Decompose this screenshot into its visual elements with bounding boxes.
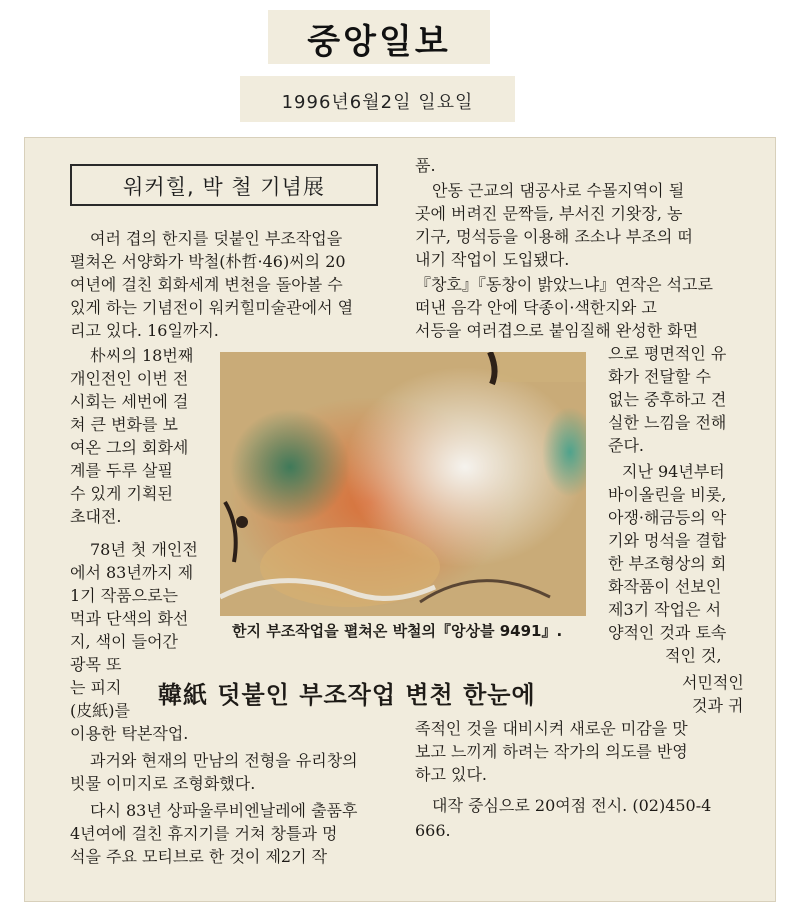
text-line: 기와 멍석을 결합 <box>608 531 727 550</box>
text-line: 빗물 이미지로 조형화했다. <box>70 774 256 793</box>
text-line: 서민적인 <box>682 673 744 692</box>
text-line: 1기 작품으로는 <box>70 586 179 605</box>
text-line: 실한 느낌을 전해 <box>608 413 727 432</box>
text-line: 『창호』『동창이 밝았느냐』연작은 석고로 <box>415 275 714 294</box>
text-line: 제3기 작업은 서 <box>608 600 722 619</box>
text-line: 적인 것, <box>665 646 722 665</box>
publication-date: 1996년6월2일 일요일 <box>281 92 474 113</box>
artwork-image <box>220 352 586 616</box>
text-line: 곳에 버려진 문짝들, 부서진 기왓장, 농 <box>415 204 683 223</box>
text-line: 광목 또 <box>70 655 122 674</box>
text-line: 개인전인 이번 전 <box>70 369 189 388</box>
text-line: 지난 94년부터 <box>622 462 725 481</box>
text-line: 것과 귀 <box>692 696 744 715</box>
text-line: 으로 평면적인 유 <box>608 344 727 363</box>
text-line: 바이올린을 비롯, <box>608 485 727 504</box>
text-line: 초대전. <box>70 507 122 526</box>
text-line: 한 부조형상의 회 <box>608 554 727 573</box>
artwork-photo <box>220 352 586 616</box>
text-line: 지, 색이 들어간 <box>70 632 178 651</box>
text-line: (皮紙)를 <box>70 701 130 720</box>
text-line: 떠낸 음각 안에 닥종이·색한지와 고 <box>415 298 657 317</box>
text-line: 펼쳐온 서양화가 박철(朴哲·46)씨의 20 <box>70 252 346 271</box>
text-line: 에서 83년까지 제 <box>70 563 194 582</box>
text-line: 4년여에 걸친 휴지기를 거쳐 창틀과 멍 <box>70 824 338 843</box>
text-line: 보고 느끼게 하려는 작가의 의도를 반영 <box>415 742 688 761</box>
text-line: 화작품이 선보인 <box>608 577 722 596</box>
article-title: 워커힐, 박 철 기념展 <box>123 175 325 199</box>
text-line: 안동 근교의 댐공사로 수몰지역이 될 <box>432 181 685 200</box>
text-line: 하고 있다. <box>415 765 487 784</box>
newspaper-name: 중앙일보 <box>307 22 451 62</box>
text-line: 계를 두루 살필 <box>70 461 173 480</box>
text-line: 리고 있다. 16일까지. <box>70 321 219 340</box>
text-line: 666. <box>415 821 451 840</box>
text-line: 내기 작업이 도입됐다. <box>415 250 570 269</box>
text-line: 과거와 현재의 만남의 전형을 유리창의 <box>90 751 358 770</box>
text-line: 먹과 단색의 화선 <box>70 609 189 628</box>
photo-caption: 한지 부조작업을 펼쳐온 박철의『앙상블 9491』. <box>232 622 563 640</box>
text-line: 朴씨의 18번째 <box>90 346 194 365</box>
text-line: 수 있게 기획된 <box>70 484 173 503</box>
text-line: 는 피지 <box>70 678 122 697</box>
text-line: 이용한 탁본작업. <box>70 724 189 743</box>
text-line: 준다. <box>608 436 644 455</box>
text-line: 쳐 큰 변화를 보 <box>70 415 178 434</box>
text-line: 여온 그의 회화세 <box>70 438 189 457</box>
text-line: 서등을 여러겹으로 붙임질해 완성한 화면 <box>415 321 699 340</box>
text-line: 시회는 세번에 걸 <box>70 392 189 411</box>
text-line: 여년에 걸친 회화세계 변천을 돌아볼 수 <box>70 275 343 294</box>
text-line: 없는 중후하고 견 <box>608 390 727 409</box>
text-line: 78년 첫 개인전 <box>90 540 198 559</box>
article-headline: 韓紙 덧붙인 부조작업 변천 한눈에 <box>158 681 536 709</box>
text-line: 석을 주요 모티브로 한 것이 제2기 작 <box>70 847 328 866</box>
text-line: 다시 83년 상파울루비엔날레에 출품후 <box>90 801 358 820</box>
text-line: 있게 하는 기념전이 워커힐미술관에서 열 <box>70 298 354 317</box>
text-line: 대작 중심으로 20여점 전시. (02)450-4 <box>432 796 712 815</box>
text-line: 품. <box>415 156 436 175</box>
text-line: 기구, 멍석등을 이용해 조소나 부조의 떠 <box>415 227 693 246</box>
text-line: 여러 겹의 한지를 덧붙인 부조작업을 <box>90 229 343 248</box>
text-line: 화가 전달할 수 <box>608 367 711 386</box>
text-line: 족적인 것을 대비시켜 새로운 미감을 맛 <box>415 719 688 738</box>
text-line: 양적인 것과 토속 <box>608 623 727 642</box>
text-line: 아쟁·해금등의 악 <box>608 508 727 527</box>
